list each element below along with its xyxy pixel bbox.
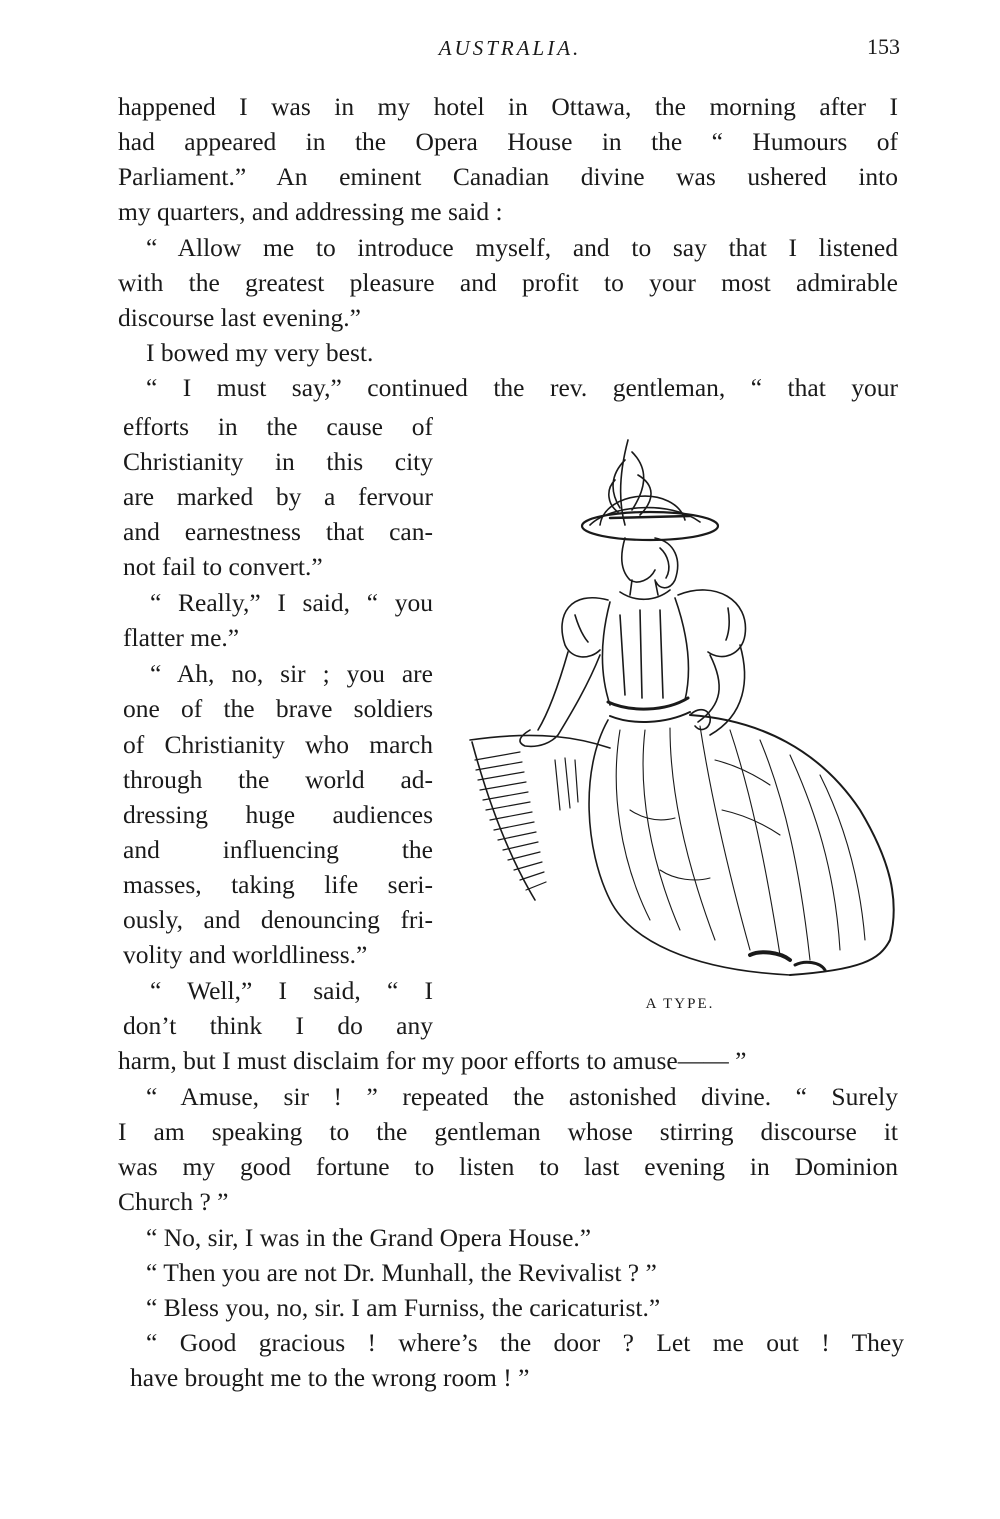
text-line: Parliament.” An eminent Canadian divine was ushered into — [118, 162, 898, 191]
running-head — [120, 30, 900, 64]
text-line: harm, but I must disclaim for my poor efforts to amuse—— ” — [118, 1046, 747, 1075]
text-line: are marked by a fervour — [123, 482, 433, 511]
text-line: with the greatest pleasure and profit to your most admirable — [118, 268, 898, 297]
text-line: efforts in the cause of — [123, 412, 433, 441]
text-line: “ Allow me to introduce myself, and to say that I listened — [146, 233, 898, 262]
text-line: “ No, sir, I was in the Grand Opera House.” — [146, 1223, 592, 1252]
text-line: “ Bless you, no, sir. I am Furniss, the caricaturist.” — [146, 1293, 661, 1322]
text-line: not fail to convert.” — [123, 552, 323, 581]
text-line: and earnestness that can- — [123, 517, 433, 546]
text-line: “ I must say,” continued the rev. gentleman, “ that your — [146, 373, 898, 402]
text-line: one of the brave soldiers — [123, 694, 433, 723]
text-line: dressing huge audiences — [123, 800, 433, 829]
text-line: through the world ad- — [123, 765, 433, 794]
text-line: flatter me.” — [123, 623, 240, 652]
text-line: don’t think I do any — [123, 1011, 433, 1040]
text-line: happened I was in my hotel in Ottawa, the morning after I — [118, 92, 898, 121]
text-line: I am speaking to the gentleman whose stirring discourse it — [118, 1117, 898, 1146]
text-line: “ Amuse, sir ! ” repeated the astonished divine. “ Surely — [146, 1082, 898, 1111]
text-line: ously, and denouncing fri- — [123, 905, 433, 934]
text-line: “ Really,” I said, “ you — [150, 588, 433, 617]
text-line: Church ? ” — [118, 1187, 229, 1216]
text-line: my quarters, and addressing me said : — [118, 197, 503, 226]
text-line: Christianity in this city — [123, 447, 433, 476]
text-line: discourse last evening.” — [118, 303, 361, 332]
illustration-woman-in-hat-icon — [460, 430, 920, 990]
page-number: 153 — [867, 34, 900, 59]
text-line: “ Ah, no, sir ; you are — [150, 659, 433, 688]
text-line: had appeared in the Opera House in the “ Humours of — [118, 127, 898, 156]
text-line: “ Well,” I said, “ I — [150, 976, 433, 1005]
text-line: I bowed my very best. — [146, 338, 374, 367]
text-line: volity and worldliness.” — [123, 940, 368, 969]
text-line: masses, taking life seri- — [123, 870, 433, 899]
text-line: of Christianity who march — [123, 730, 433, 759]
figure-caption: A TYPE. — [645, 996, 715, 1012]
text-line: and influencing the — [123, 835, 433, 864]
text-line: have brought me to the wrong room ! ” — [130, 1363, 530, 1392]
text-line: was my good fortune to listen to last evening in Dominion — [118, 1152, 898, 1181]
text-line: “ Good gracious ! where’s the door ? Let me out ! They — [146, 1328, 904, 1357]
running-title: AUSTRALIA. — [438, 36, 582, 60]
text-line: “ Then you are not Dr. Munhall, the Revivalist ? ” — [146, 1258, 657, 1287]
